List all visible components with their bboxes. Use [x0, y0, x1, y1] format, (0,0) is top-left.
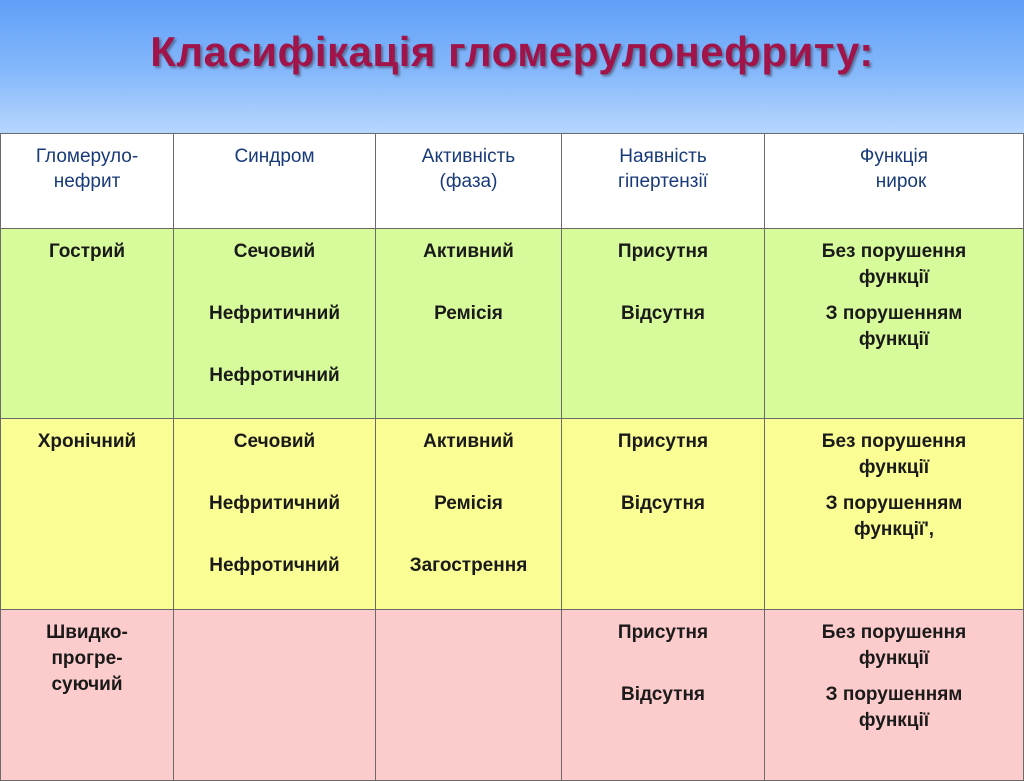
row-type: Хронічний: [37, 431, 137, 452]
syndrome-cell: [174, 419, 376, 610]
function-text: З порушенням: [825, 303, 963, 324]
function-text: функції: [858, 457, 930, 478]
syndrome-item: Нефритичний: [208, 303, 341, 324]
hypertension-item: Відсутня: [620, 684, 706, 705]
activity-cell: [376, 229, 562, 419]
function-text: З порушенням: [825, 684, 963, 705]
hypertension-item: Присутня: [617, 622, 709, 643]
activity-item: Активний: [423, 431, 514, 452]
hypertension-cell: [562, 419, 765, 610]
header-hypertension: [562, 134, 765, 229]
header-text: Синдром: [234, 146, 315, 167]
function-text: З порушенням: [825, 493, 963, 514]
title-banner: [0, 0, 1024, 133]
function-text: функції: [858, 648, 930, 669]
activity-item: Активний: [423, 241, 514, 262]
page-title: Класифікація гломерулонефриту:: [150, 28, 874, 75]
hypertension-cell: [562, 229, 765, 419]
header-text: нирок: [875, 171, 927, 192]
table-header-row: [1, 134, 1024, 229]
header-text: (фаза): [439, 171, 498, 192]
function-text: функції: [858, 329, 930, 350]
syndrome-cell: [174, 610, 376, 781]
row-type-cell: [1, 419, 174, 610]
header-text: Активність: [421, 146, 516, 167]
header-syndrome: [174, 134, 376, 229]
function-text: Без порушення: [821, 431, 967, 452]
row-type-cell: [1, 610, 174, 781]
hypertension-item: Присутня: [617, 431, 709, 452]
hypertension-cell: [562, 610, 765, 781]
classification-table: [0, 133, 1024, 781]
row-type: Гострий: [48, 241, 126, 262]
hypertension-item: Відсутня: [620, 493, 706, 514]
function-text: функції: [858, 710, 930, 731]
header-text: нефрит: [53, 171, 121, 192]
activity-item: Ремісія: [434, 303, 503, 324]
row-type: суючий: [51, 674, 123, 695]
function-cell: [765, 610, 1024, 781]
row-type: прогре-: [51, 648, 123, 669]
activity-cell: [376, 610, 562, 781]
function-text: Без порушення: [821, 622, 967, 643]
function-cell: [765, 229, 1024, 419]
syndrome-item: Сечовий: [233, 431, 316, 452]
activity-item: Ремісія: [434, 493, 503, 514]
syndrome-item: Сечовий: [233, 241, 316, 262]
table-row: [1, 419, 1024, 610]
row-type-cell: [1, 229, 174, 419]
function-text: Без порушення: [821, 241, 967, 262]
syndrome-item: Нефротичний: [209, 555, 340, 576]
header-text: Функція: [859, 146, 929, 167]
activity-cell: [376, 419, 562, 610]
function-cell: [765, 419, 1024, 610]
syndrome-item: Нефротичний: [209, 365, 340, 386]
hypertension-item: Відсутня: [620, 303, 706, 324]
activity-item: Загострення: [409, 555, 528, 576]
header-text: гіпертензії: [618, 171, 708, 192]
syndrome-cell: [174, 229, 376, 419]
header-kidney-function: [765, 134, 1024, 229]
header-activity: [376, 134, 562, 229]
function-text: функції: [858, 267, 930, 288]
row-type: Швидко-: [46, 622, 128, 643]
table-row: [1, 610, 1024, 781]
function-text: функції',: [853, 519, 935, 540]
table-row: [1, 229, 1024, 419]
header-text: Наявність: [619, 146, 707, 167]
syndrome-item: Нефритичний: [208, 493, 341, 514]
header-glomerulonephritis: [1, 134, 174, 229]
hypertension-item: Присутня: [617, 241, 709, 262]
header-text: Гломеруло-: [35, 146, 139, 167]
